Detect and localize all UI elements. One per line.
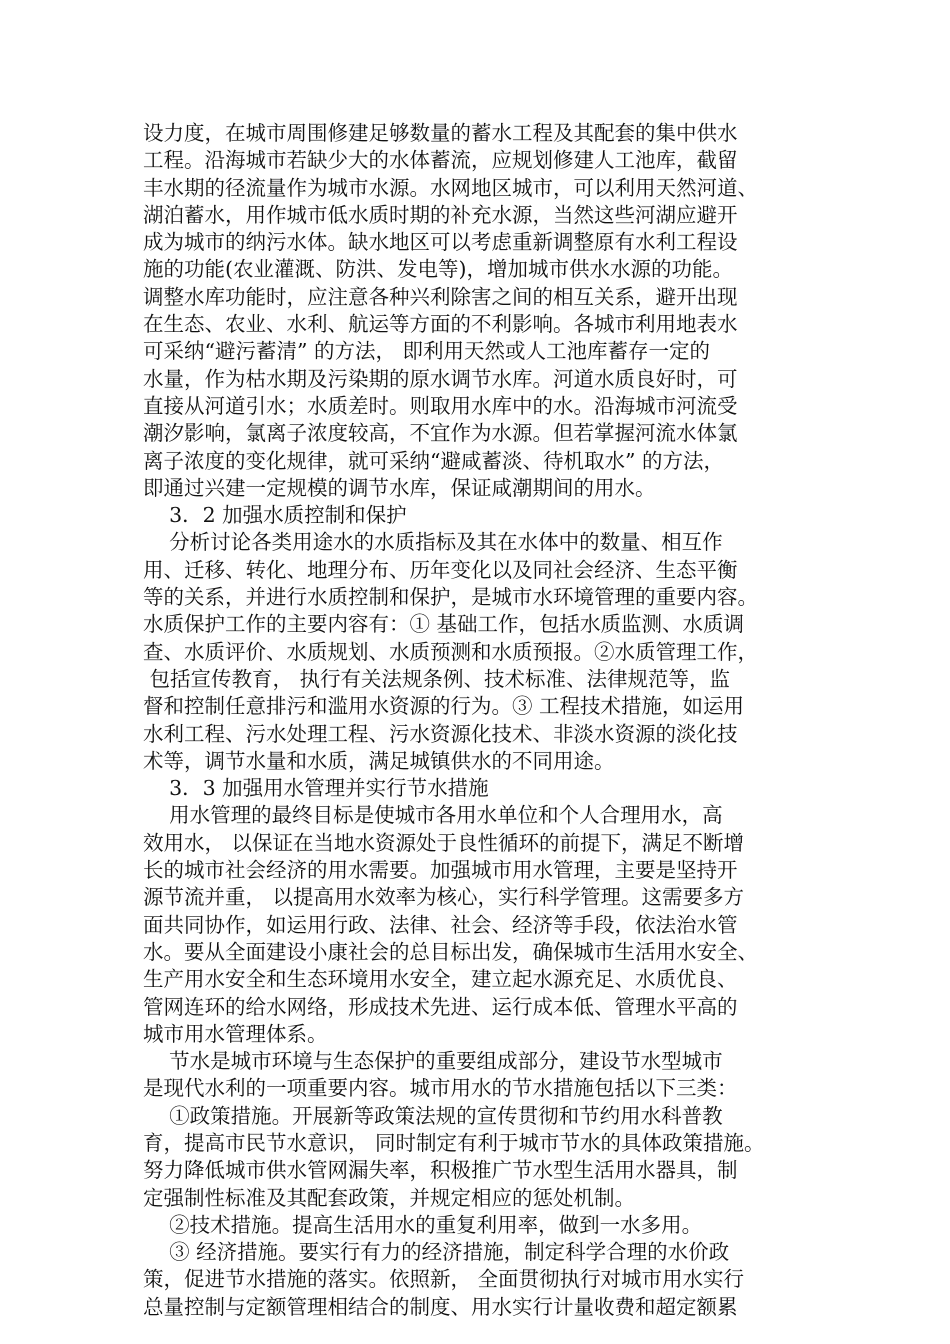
text-line: ①政策措施。开展新等政策法规的宣传贯彻和节约用水科普教: [143, 1103, 723, 1128]
text-line: 长的城市社会经济的用水需要。加强城市用水管理，主要是坚持开: [143, 858, 738, 883]
text-line: 在生态、农业、水利、航运等方面的不利影响。各城市利用地表水: [143, 312, 738, 337]
text-line: 效用水， 以保证在当地水资源处于良性循环的前提下，满足不断增: [143, 830, 745, 855]
text-line: 城市用水管理体系。: [143, 1021, 328, 1046]
text-line: 等的关系，并进行水质控制和保护，是城市水环境管理的重要内容。: [143, 585, 758, 610]
text-line: 3．2 加强水质控制和保护: [143, 503, 407, 528]
text-line: 用水管理的最终目标是使城市各用水单位和个人合理用水，高: [143, 803, 723, 828]
text-line: 督和控制任意排污和滥用水资源的行为。③ 工程技术措施，如运用: [143, 694, 745, 719]
text-line: 努力降低城市供水管网漏失率，积极推广节水型生活用水器具，制: [143, 1158, 738, 1183]
text-line: 育，提高市民节水意识， 同时制定有利于城市节水的具体政策措施。: [143, 1130, 765, 1155]
text-line: 工程。沿海城市若缺少大的水体蓄流，应规划修建人工池库，截留: [143, 148, 738, 173]
text-line: 施的功能(农业灌溉、防洪、发电等)，增加城市供水水源的功能。: [143, 257, 733, 282]
text-line: 水量，作为枯水期及污染期的原水调节水库。河道水质良好时，可: [143, 366, 738, 391]
text-line: 水质保护工作的主要内容有：① 基础工作，包括水质监测、水质调: [143, 612, 745, 637]
text-line: 管网连环的给水网络，形成技术先进、运行成本低、管理水平高的: [143, 994, 738, 1019]
text-line: 湖泊蓄水，用作城市低水质时期的补充水源，当然这些河湖应避开: [143, 202, 738, 227]
text-line: 面共同协作，如运用行政、法律、社会、经济等手段，依法治水管: [143, 912, 738, 937]
text-line: 总量控制与定额管理相结合的制度、用水实行计量收费和超定额累: [143, 1294, 738, 1319]
text-line: 生产用水安全和生态环境用水安全，建立起水源充足、水质优良、: [143, 967, 738, 992]
text-line: 3．3 加强用水管理并实行节水措施: [143, 776, 489, 801]
text-line: 策，促进节水措施的落实。依照新， 全面贯彻执行对城市用水实行: [143, 1267, 745, 1292]
text-line: 即通过兴建一定规模的调节水库，保证咸潮期间的用水。: [143, 475, 656, 500]
text-line: 查、水质评价、水质规划、水质预测和水质预报。②水质管理工作，: [143, 639, 758, 664]
text-line: ②技术措施。提高生活用水的重复利用率，做到一水多用。: [143, 1212, 703, 1237]
text-line: 潮汐影响，氯离子浓度较高，不宜作为水源。但若掌握河流水体氯: [143, 421, 738, 446]
text-line: 调整水库功能时，应注意各种兴利除害之间的相互关系，避开出现: [143, 284, 738, 309]
text-line: 水利工程、污水处理工程、污水资源化技术、非淡水资源的淡化技: [143, 721, 738, 746]
text-line: 直接从河道引水；水质差时。则取用水库中的水。沿海城市河流受: [143, 393, 738, 418]
text-line: 术等，调节水量和水质，满足城镇供水的不同用途。: [143, 748, 615, 773]
text-line: 分析讨论各类用途水的水质指标及其在水体中的数量、相互作: [143, 530, 723, 555]
text-line: 用、迁移、转化、地理分布、历年变化以及同社会经济、生态平衡: [143, 557, 738, 582]
body-text: [143, 120, 823, 1321]
text-line: 节水是城市环境与生态保护的重要组成部分，建设节水型城市: [143, 1049, 723, 1074]
text-line: ③ 经济措施。要实行有力的经济措施，制定科学合理的水价政: [143, 1240, 730, 1265]
text-line: 离子浓度的变化规律，就可采纳“避咸蓄淡、待机取水” 的方法，: [143, 448, 724, 473]
text-line: 设力度，在城市周围修建足够数量的蓄水工程及其配套的集中供水: [143, 121, 738, 145]
text-line: 包括宣传教育， 执行有关法规条例、技术标准、法律规范等，监: [143, 666, 731, 691]
text-line: 定强制性标准及其配套政策，并规定相应的惩处机制。: [143, 1185, 635, 1210]
text-line: 成为城市的纳污水体。缺水地区可以考虑重新调整原有水利工程设: [143, 230, 738, 255]
text-line: 源节流并重， 以提高用水效率为核心，实行科学管理。这需要多方: [143, 885, 745, 910]
text-line: 可采纳“避污蓄清” 的方法， 即利用天然或人工池库蓄存一定的: [143, 339, 710, 364]
text-line: 是现代水利的一项重要内容。城市用水的节水措施包括以下三类：: [143, 1076, 738, 1101]
text-line: 水。要从全面建设小康社会的总目标出发，确保城市生活用水安全、: [143, 939, 758, 964]
text-line: 丰水期的径流量作为城市水源。水网地区城市，可以利用天然河道、: [143, 175, 758, 200]
